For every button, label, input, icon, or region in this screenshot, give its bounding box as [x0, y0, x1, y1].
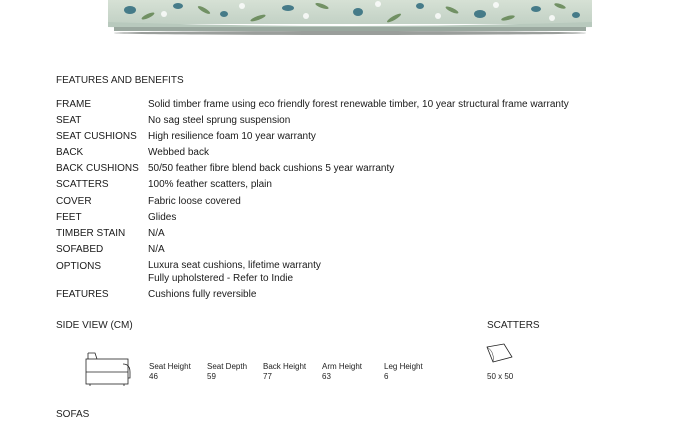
- spec-row-frame: [56, 97, 656, 113]
- spec-value: Fabric loose covered: [148, 195, 241, 207]
- spec-value-line: Luxura seat cushions, lifetime warranty: [148, 259, 321, 271]
- dimension-value: 77: [263, 371, 272, 381]
- dimension-label: Back Height: [263, 362, 307, 371]
- sofa-side-view-diagram: [84, 350, 132, 388]
- sofas-heading: SOFAS: [56, 409, 90, 420]
- spec-value: 100% feather scatters, plain: [148, 179, 272, 191]
- dimension-label: Seat Depth: [207, 362, 248, 371]
- dimension-label: Leg Height: [384, 362, 423, 371]
- spec-row-back: [56, 145, 656, 161]
- spec-key: FEATURES: [56, 288, 109, 300]
- spec-row-scatters: [56, 177, 656, 193]
- scatter-size: 50 x 50: [487, 372, 514, 381]
- spec-value: High resilience foam 10 year warranty: [148, 131, 316, 143]
- spec-key: SEAT: [56, 115, 82, 127]
- spec-key: BACK CUSHIONS: [56, 163, 139, 175]
- sofa-product-image: [108, 0, 592, 36]
- spec-row-sofabed: [56, 242, 656, 258]
- dimension-value: 6: [384, 371, 389, 381]
- scatters-heading: SCATTERS: [487, 320, 540, 331]
- dimension-value: 63: [322, 371, 331, 381]
- spec-key: FRAME: [56, 99, 91, 110]
- spec-row-seat: [56, 113, 656, 129]
- spec-value: Cushions fully reversible: [148, 288, 257, 300]
- dimension-value: 46: [149, 371, 158, 381]
- spec-key: SCATTERS: [56, 179, 109, 191]
- spec-value-line: Fully upholstered - Refer to Indie: [148, 273, 294, 285]
- dimension-value: 59: [207, 371, 216, 381]
- dimension-arm-height: [322, 362, 362, 381]
- spec-key: OPTIONS: [56, 260, 102, 272]
- features-heading: FEATURES AND BENEFITS: [56, 75, 184, 86]
- specs-table: [56, 97, 656, 303]
- spec-value: N/A: [148, 243, 165, 255]
- spec-key: FEET: [56, 211, 82, 223]
- dimension-back-height: [263, 362, 306, 381]
- spec-key: SEAT CUSHIONS: [56, 131, 137, 143]
- spec-row-features: [56, 287, 656, 303]
- spec-row-options: [56, 258, 656, 286]
- dimension-leg-height: [384, 362, 423, 381]
- scatter-cushion-diagram: [484, 342, 516, 366]
- spec-key: TIMBER STAIN: [56, 227, 126, 239]
- spec-key: COVER: [56, 195, 92, 207]
- spec-value: Glides: [148, 211, 177, 223]
- spec-row-timber-stain: [56, 226, 656, 242]
- spec-value: [148, 259, 656, 286]
- spec-row-feet: [56, 210, 656, 226]
- spec-value: N/A: [148, 227, 165, 239]
- spec-row-back-cushions: [56, 161, 656, 177]
- spec-key: SOFABED: [56, 243, 104, 255]
- dimension-label: Seat Height: [149, 362, 191, 371]
- spec-value: Webbed back: [148, 147, 209, 159]
- dimension-label: Arm Height: [322, 362, 363, 371]
- spec-key: BACK: [56, 147, 84, 159]
- spec-row-cover: [56, 194, 656, 210]
- spec-value: No sag steel sprung suspension: [148, 115, 291, 127]
- spec-row-seat-cushions: [56, 129, 656, 145]
- dimension-seat-height: [149, 362, 191, 381]
- dimension-seat-depth: [207, 362, 247, 381]
- spec-value: 50/50 feather fibre blend back cushions 5 year warranty: [148, 163, 395, 175]
- side-view-heading: SIDE VIEW (CM): [56, 320, 133, 331]
- spec-value: Solid timber frame using eco friendly forest renewable timber, 10 year structural frame warranty: [148, 99, 569, 110]
